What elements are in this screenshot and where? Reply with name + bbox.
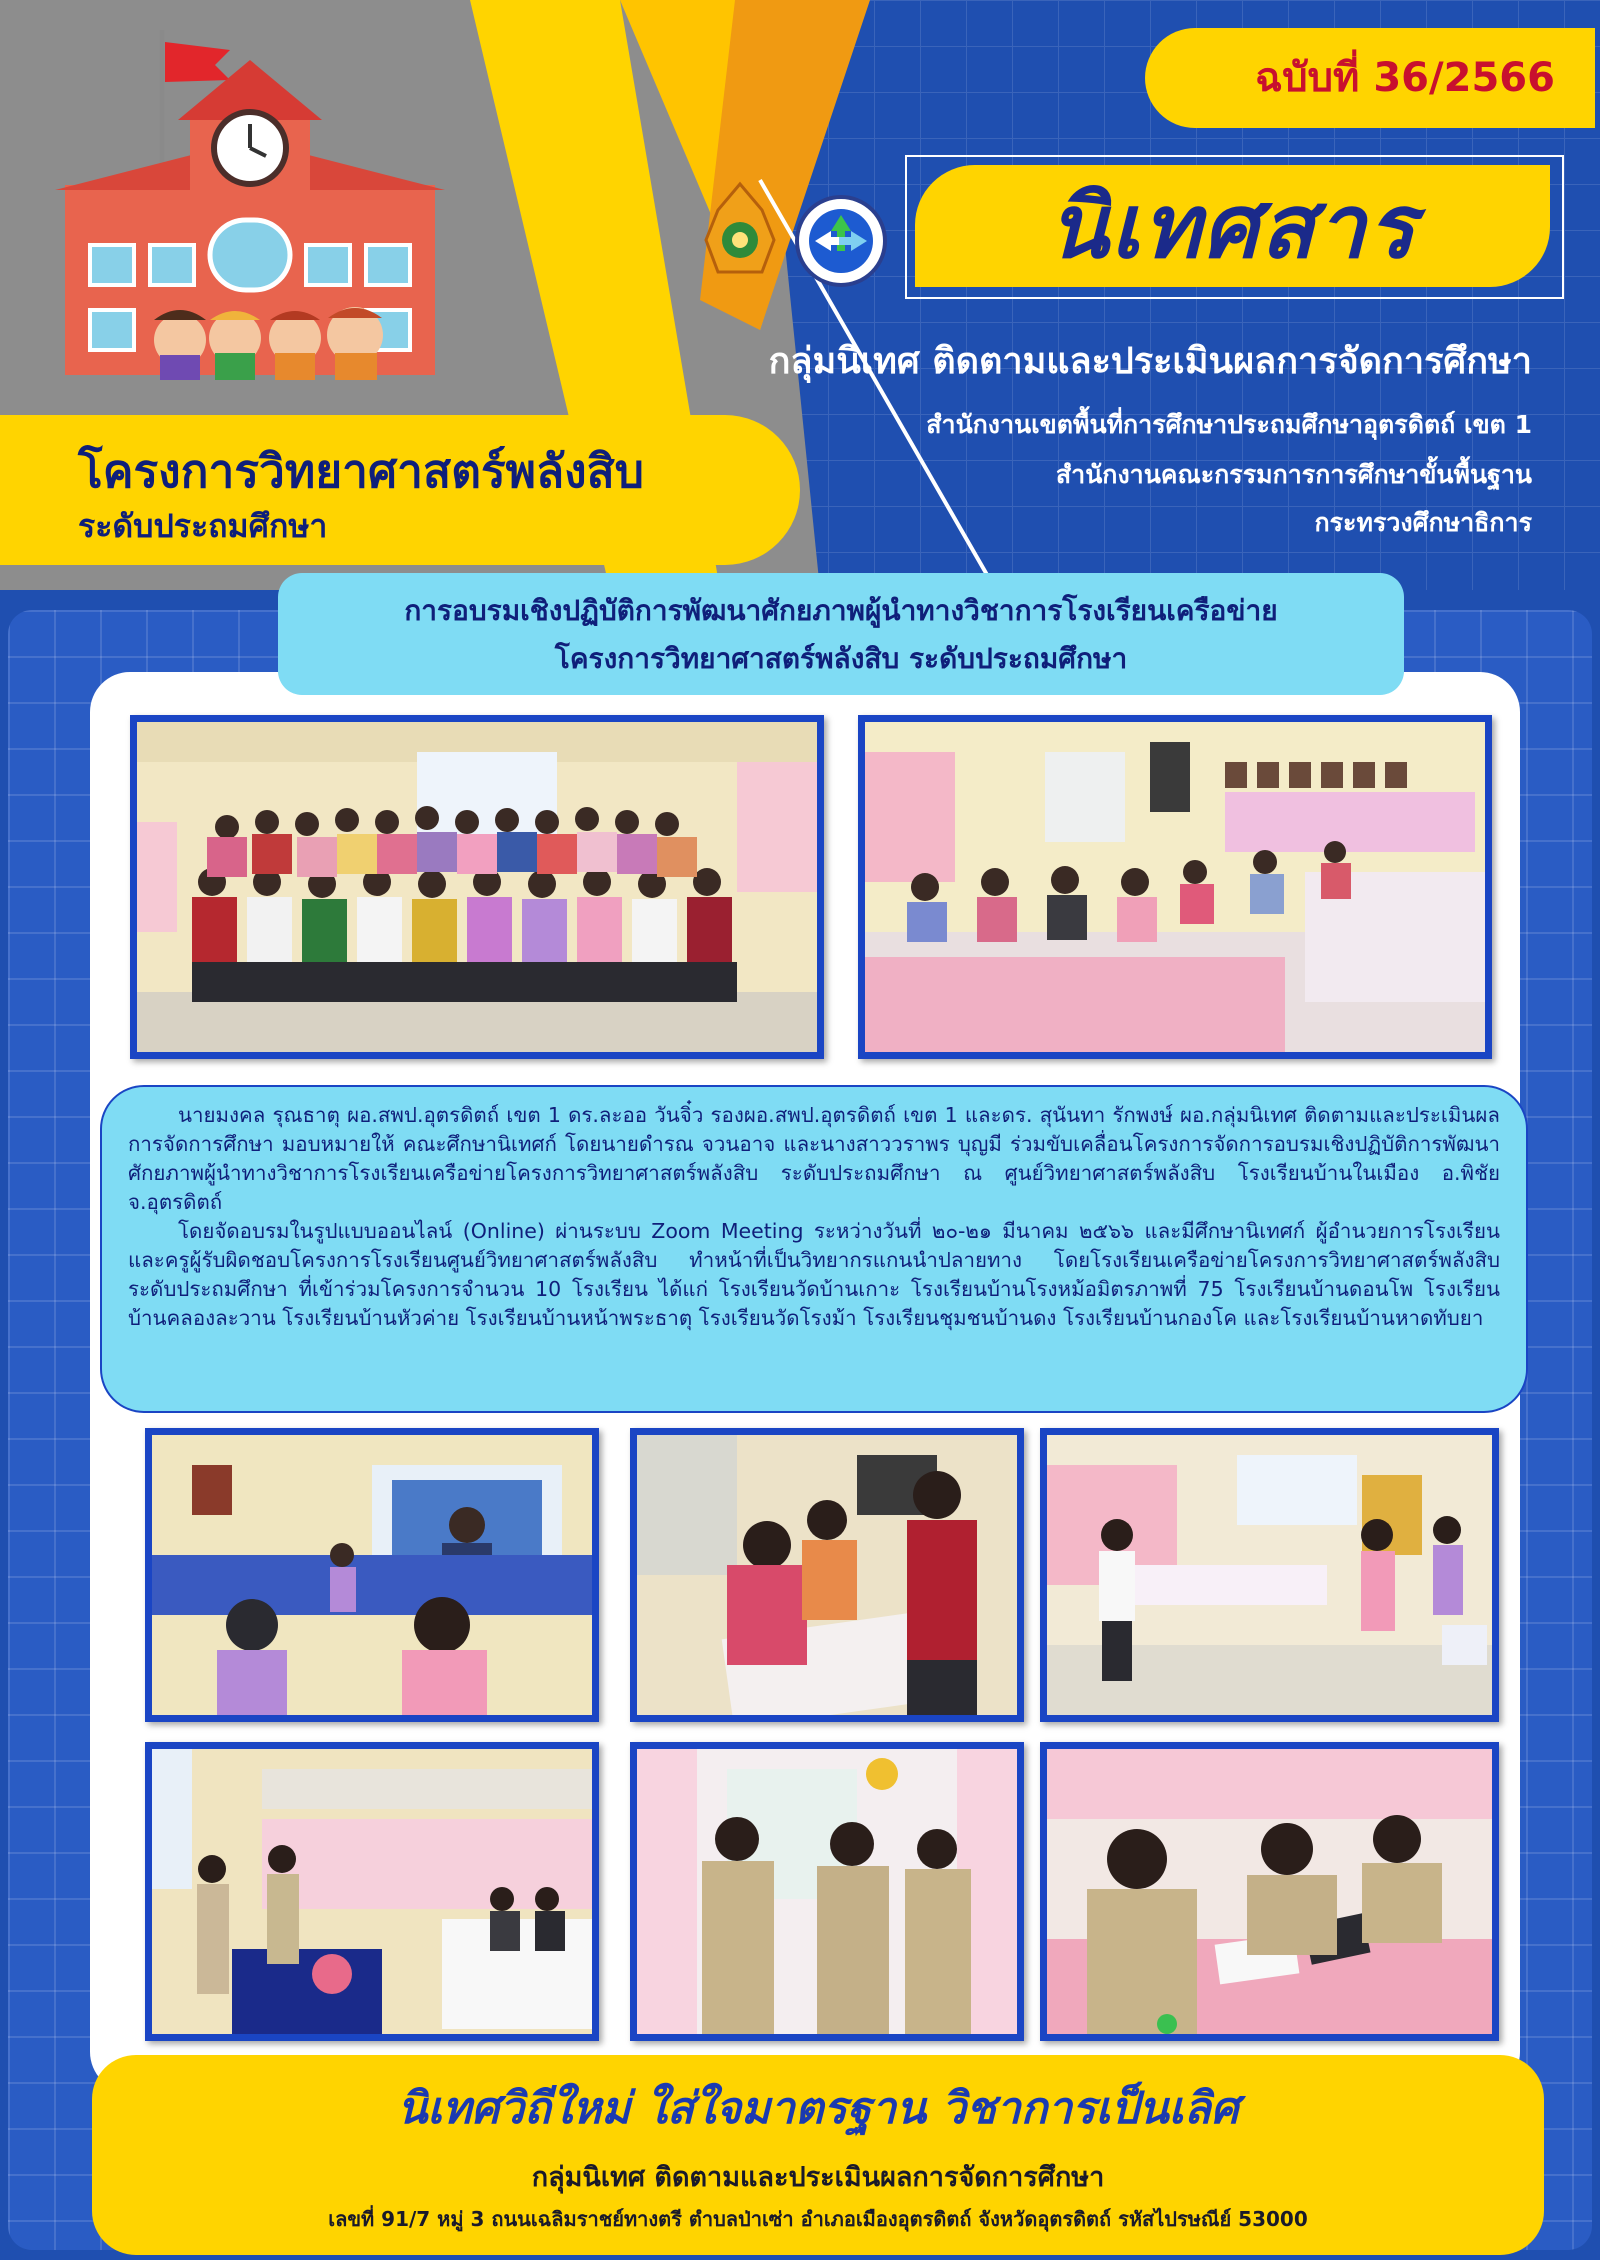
article-title-box (278, 573, 1404, 695)
article-title-line-2: โครงการวิทยาศาสตร์พลังสิบ ระดับประถมศึกษา (554, 642, 1128, 675)
presentation-photo (1040, 1428, 1499, 1722)
training-room-photo (858, 715, 1492, 1059)
article-paragraph-1: นายมงคล รุณธาตุ ผอ.สพป.อุตรดิตถ์ เขต 1 ดร.ละออ วันจิ๋ว รองผอ.สพป.อุตรดิตถ์ เขต 1 และดร. สุนันทา รักพงษ์ ผอ.กลุ่มนิเทศ ติดตามและประเมินผลการจัดการศึกษา มอบหมายให้ คณะศึกษานิเทศก์ โดยนายดำรณ จวนอาจ และนางสาววราพร บุญมี ร่วมขับเคลื่อนโครงการจัดการอบรมเชิงปฏิบัติการพัฒนาศักยภาพผู้นำทางวิชาการโรงเรียนเครือข่ายโครงการวิทยาศาสตร์พลังสิบ ระดับประถมศึกษา ณ ศูนย์วิทยาศาสตร์พลังสิบ โรงเรียนบ้านในเมือง อ.พิชัย จ.อุตรดิตถ์ (128, 1103, 1500, 1214)
three-teachers-photo (630, 1742, 1024, 2041)
online-meeting-photo (145, 1428, 599, 1722)
esa-logo-icon (795, 195, 887, 287)
group-name: กลุ่มนิเทศ ติดตามและประเมินผลการจัดการศึกษา (768, 341, 1532, 382)
footer-organization: กลุ่มนิเทศ ติดตามและประเมินผลการจัดการศึกษา (531, 2162, 1105, 2193)
article-paragraph-2: โดยจัดอบรมในรูปแบบออนไลน์ (Online) ผ่านระบบ Zoom Meeting ระหว่างวันที่ ๒๐-๒๑ มีนาคม ๒๕๖๖ และมีศึกษานิเทศก์ ผู้อำนวยการโรงเรียน และครูผู้รับผิดชอบโครงการโรงเรียนศูนย์วิทยาศาสตร์พลังสิบ ทำหน้าที่เป็นวิทยากรแกนนำปลายทาง โดยโรงเรียนเครือข่ายโครงการวิทยาศาสตร์พลังสิบ ระดับประถมศึกษา ที่เข้าร่วมโครงการจำนวน 10 โรงเรียน ได้แก่ โรงเรียนวัดบ้านเกาะ โรงเรียนบ้านโรงหม้อมิตรภาพที่ 75 โรงเรียนบ้านดอนโพ โรงเรียนบ้านคลองละวาน โรงเรียนบ้านหัวค่าย โรงเรียนบ้านหน้าพระธาตุ โรงเรียนวัดโรงม้า โรงเรียนชุมชนบ้านดง โรงเรียนบ้านกองโค และโรงเรียนบ้านหาดทับยา (128, 1219, 1500, 1330)
obec-logo-icon (700, 180, 780, 280)
tablet-training-photo (1040, 1742, 1499, 2041)
project-title: โครงการวิทยาศาสตร์พลังสิบ (78, 444, 644, 498)
article-title-line-1: การอบรมเชิงปฏิบัติการพัฒนาศักยภาพผู้นำทางวิชาการโรงเรียนเครือข่าย (404, 594, 1278, 627)
teamwork-photo (630, 1428, 1024, 1722)
project-banner (0, 415, 800, 565)
speaker-photo (145, 1742, 599, 2041)
newsletter-title: นิเทศสาร (1048, 174, 1417, 278)
office-line-2: สำนักงานคณะกรรมการการศึกษาขั้นพื้นฐาน (1055, 460, 1532, 489)
project-level: ระดับประถมศึกษา (78, 507, 328, 545)
issue-number: ฉบับที่ 36/2566 (1255, 55, 1555, 101)
office-line-1: สำนักงานเขตพื้นที่การศึกษาประถมศึกษาอุตรดิตถ์ เขต 1 (926, 410, 1532, 439)
footer-address: เลขที่ 91/7 หมู่ 3 ถนนเฉลิมราชย์ทางตรี ตำบลป่าเซ่า อำเภอเมืองอุตรดิตถ์ จังหวัดอุตรดิตถ์ รหัสไปรษณีย์ 53000 (328, 2207, 1308, 2231)
office-line-3: กระทรวงศึกษาธิการ (1314, 508, 1532, 537)
header-banner (0, 0, 1600, 590)
title-banner (915, 165, 1550, 287)
issue-badge (1145, 28, 1595, 128)
footer-banner (92, 2055, 1544, 2255)
article-body (100, 1085, 1528, 1413)
title-frame (905, 155, 1564, 299)
school-building-icon (50, 20, 450, 380)
group-photo (130, 715, 824, 1059)
footer-slogan: นิเทศวิถีใหม่ ใส่ใจมาตรฐาน วิชาการเป็นเลิศ (397, 2083, 1239, 2134)
